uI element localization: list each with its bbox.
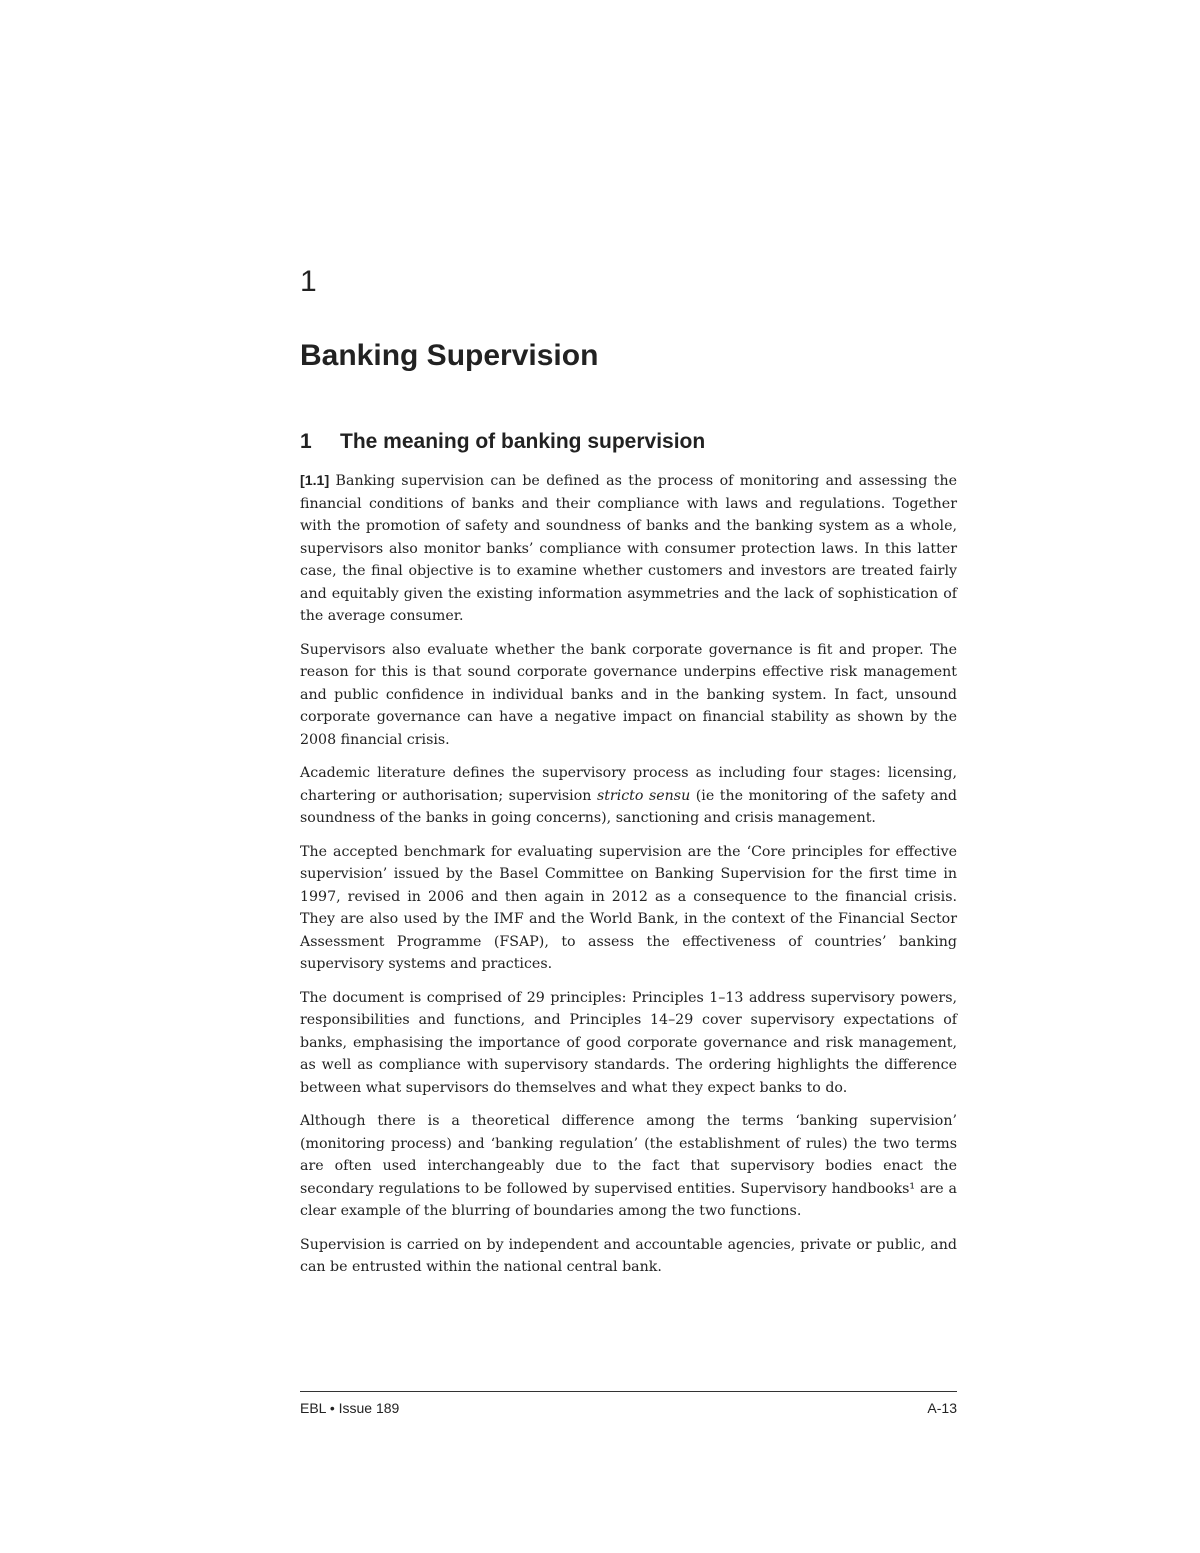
paragraph-1	[300, 470, 957, 628]
paragraph-4: The accepted benchmark for evaluating supervision are the ‘Core principles for effective supervision’ issued by the Basel Committee on Banking Supervision for the first time in 1997, revised in 2006 and then again in 2012 as a consequence to the financial crisis. They are also used by the IMF and the World Bank, in the context of the Financial Sector Assessment Programme (FSAP), to assess the effectiveness of countries’ banking supervisory systems and practices.	[300, 843, 957, 972]
paragraph-3-text-end: (ie the monitoring of the safety and soundness of the banks in going concerns), sanctioning and crisis management.	[300, 787, 957, 826]
paragraph-3-text-start: Academic literature defines the supervisory process as including four stages: licensing, chartering or authorisation; supervision	[300, 765, 957, 804]
paragraph-reference: [1.1]	[300, 473, 330, 489]
chapter-number: 1	[300, 265, 317, 298]
paragraph-5: The document is comprised of 29 principles: Principles 1–13 address supervisory powers, responsibilities and functions, and Principles 14–29 cover supervisory expectations of banks, emphasising the importance of good corporate governance and risk management, as well as compliance with supervisory standards. The ordering highlights the difference between what supervisors do themselves and what they expect banks to do.	[300, 989, 957, 1096]
paragraph-7: Supervision is carried on by independent and accountable agencies, private or public, and can be entrusted within the national central bank.	[300, 1236, 957, 1275]
latin-term: stricto sensu	[596, 787, 691, 804]
paragraph-2: Supervisors also evaluate whether the bank corporate governance is fit and proper. The reason for this is that sound corporate governance underpins effective risk management and public confidence in individual banks and in the banking system. In fact, unsound corporate governance can have a negative impact on financial stability as shown by the 2008 financial crisis.	[300, 641, 957, 748]
section-title: The meaning of banking supervision	[340, 430, 706, 453]
footer-divider	[300, 1391, 957, 1392]
chapter-title: Banking Supervision	[300, 339, 599, 372]
section-heading	[300, 428, 957, 456]
document-page	[300, 262, 957, 1279]
paragraph-3	[300, 762, 957, 830]
page-number: A-13	[927, 1400, 957, 1416]
section-number: 1	[300, 430, 312, 453]
paragraph-6: Although there is a theoretical difference among the terms ‘banking supervision’ (monitoring process) and ‘banking regulation’ (the establishment of rules) the two terms are often used interchangeably due to the fact that supervisory bodies enact the secondary regulations to be followed by supervised entities. Supervisory handbooks¹ are a clear example of the blurring of boundaries among the two functions.	[300, 1113, 957, 1219]
paragraph-1-text: Banking supervision can be defined as the process of monitoring and assessing the financial conditions of banks and their compliance with laws and regulations. Together with the promotion of safety and soundness of banks and the banking system as a whole, supervisors also monitor banks’ compliance with consumer protection laws. In this latter case, the final objective is to examine whether customers and investors are treated fairly and equitably given the existing information asymmetries and the lack of sophistication of the average consumer.	[300, 473, 957, 624]
page-footer	[300, 1397, 957, 1419]
footer-issue: EBL • Issue 189	[300, 1400, 400, 1416]
